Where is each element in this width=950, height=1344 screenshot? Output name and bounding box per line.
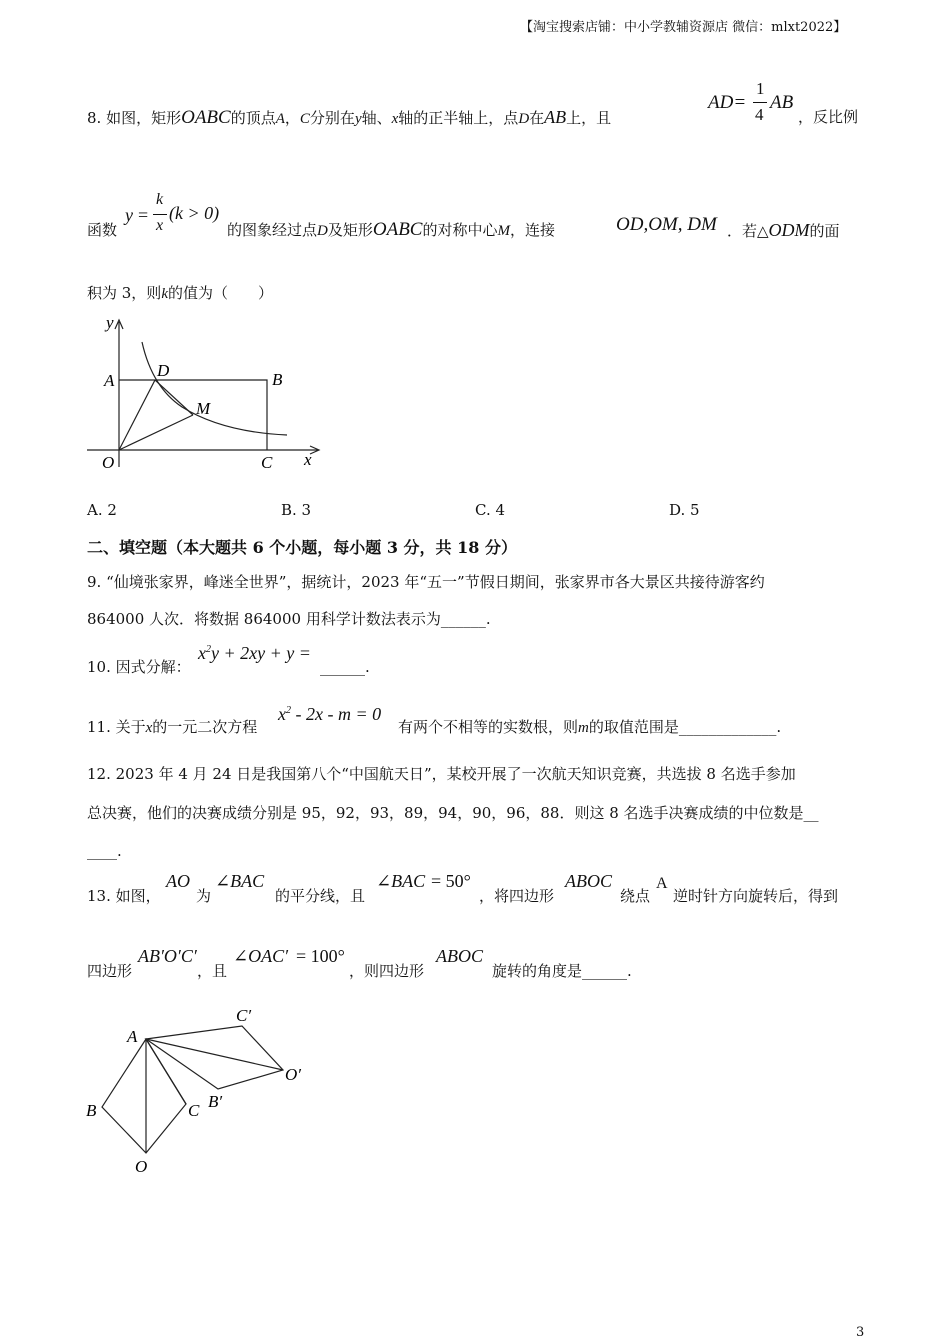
text: 的取值范围是_____________.: [588, 718, 782, 736]
option-d: D. 5: [669, 501, 700, 519]
math-OABC: OABC: [372, 219, 423, 240]
label-B: B: [272, 370, 283, 389]
label-O-prime: O′: [285, 1065, 301, 1084]
q8-line2-end: [727, 220, 840, 241]
q13-figure: [82, 1000, 322, 1180]
text: ．若△: [727, 222, 769, 240]
page-number: 3: [856, 1325, 865, 1340]
text: 的值为（ ）: [167, 284, 273, 302]
formula-AD: [708, 92, 746, 114]
page-header: 【淘宝搜索店铺：中小学教辅资源店 微信：mlxt2022】: [520, 20, 847, 35]
label-C-prime: C′: [236, 1006, 252, 1025]
q13-h: ，且: [197, 962, 228, 980]
math-angOAC: ∠OAC′: [233, 946, 289, 966]
math-x: x: [278, 704, 286, 724]
segment-OM: [119, 415, 193, 450]
q8-figure: [82, 312, 332, 477]
q12-line1: 12. 2023 年 4 月 24 日是我国第八个“中国航天日”，某校开展了一次航天知识竞赛，共选拔 8 名选手参加: [87, 765, 796, 783]
math-AO: AO: [166, 871, 190, 891]
label-A: A: [127, 1027, 138, 1046]
q11-eq: [278, 704, 381, 725]
math-ABOC3: ABOC: [436, 946, 483, 966]
q13-b: 为: [196, 887, 212, 905]
label-O: O: [102, 453, 115, 472]
math-rest: - 2x - m = 0: [291, 704, 382, 724]
fraction-den: 4: [755, 105, 764, 124]
q12-line3: ____.: [87, 842, 122, 860]
text: 的面: [809, 222, 840, 240]
label-B: B: [86, 1101, 97, 1120]
q8-line3: [87, 283, 273, 304]
q13-i: ，则四边形: [349, 962, 425, 980]
math-ABOC: ABOC: [565, 871, 612, 891]
text: 的一元二次方程: [152, 718, 258, 736]
q12-line2: 总决赛，他们的决赛成绩分别是 95，92，93，89，94，90，96，88．则这 8 名选手决赛成绩的中位数是__: [87, 804, 819, 822]
math-AD: AD: [708, 92, 734, 113]
text: 上，且: [566, 109, 612, 127]
option-b: B. 3: [281, 501, 312, 519]
label-y: y: [106, 313, 114, 332]
math-OABC: OABC: [181, 107, 231, 128]
math-sup: 2: [206, 644, 211, 655]
text: 8. 如图，矩形: [87, 109, 182, 127]
q13-g: 四边形: [87, 962, 133, 980]
segment-OD: [119, 380, 155, 450]
math-y-fn: y: [125, 205, 133, 225]
fn-bar: [153, 214, 167, 215]
text: 积为 3，则: [87, 284, 162, 302]
quad-AB'O'C': [146, 1026, 283, 1089]
fn-num: k: [156, 191, 164, 208]
math-A: A: [275, 111, 285, 127]
q13-j: 旋转的角度是______.: [492, 962, 632, 980]
q8-line2: [227, 220, 555, 241]
q13-f: 逆时针方向旋转后，得到: [673, 887, 839, 905]
math-AB-2: AB: [770, 92, 794, 113]
q8-line1-end: ，反比例: [798, 108, 859, 126]
math-segs: OD,OM, DM: [616, 214, 717, 235]
math-ABOC2: AB′O′C′: [138, 946, 197, 966]
math-x: x: [198, 643, 206, 663]
math-angBAC2: ∠BAC: [376, 871, 426, 891]
label-x: x: [304, 450, 312, 469]
text: 轴、: [361, 109, 392, 127]
math-ODM: ODM: [768, 220, 810, 240]
math-k: k: [161, 286, 168, 302]
text: 及矩形: [327, 221, 373, 239]
q13-c: 的平分线，且: [275, 887, 366, 905]
math-x: x: [145, 720, 153, 736]
math-eq100: = 100°: [296, 946, 345, 966]
q10-expr: [198, 643, 311, 664]
q13-d: ，将四边形: [479, 887, 555, 905]
text: 的对称中心: [422, 221, 498, 239]
math-M: M: [497, 223, 510, 239]
math-rest: y + 2xy + y =: [211, 643, 311, 663]
text: ，: [284, 109, 300, 127]
text: 轴的正半轴上，点: [398, 109, 519, 127]
text: 的顶点: [230, 109, 276, 127]
label-C: C: [188, 1101, 200, 1120]
q11-a: [87, 717, 257, 738]
text: ，连接: [510, 221, 556, 239]
math-eq50: = 50°: [431, 871, 471, 891]
q11-c: [398, 717, 781, 738]
option-a: A. 2: [87, 501, 117, 519]
math-m: m: [578, 720, 589, 736]
math-D: D: [518, 111, 530, 127]
math-AB: AB: [544, 107, 567, 127]
label-A: A: [104, 371, 115, 390]
q10-label: 10. 因式分解：: [87, 658, 191, 676]
q8-func-label: 函数: [87, 221, 118, 239]
text: 有两个不相等的实数根，则: [398, 718, 579, 736]
text: 11. 关于: [87, 718, 146, 736]
math-angBAC: ∠BAC: [215, 871, 265, 891]
label-C: C: [261, 453, 273, 472]
q10-blank: ______.: [320, 658, 370, 676]
section-title: 二、填空题（本大题共 6 个小题，每小题 3 分，共 18 分）: [87, 538, 517, 557]
quad-ABOC: [102, 1039, 186, 1153]
q13-a: 13. 如图，: [87, 887, 161, 905]
math-y: y: [354, 111, 362, 127]
fn-cond: (k > 0): [169, 203, 220, 223]
math-D: D: [317, 223, 328, 239]
fn-den: x: [156, 217, 164, 234]
label-D: D: [157, 361, 170, 380]
text: 分别在: [309, 109, 355, 127]
text: 在: [529, 109, 545, 127]
text: 的图象经过点: [227, 221, 318, 239]
math-eq: =: [733, 92, 747, 113]
q8-line1: [87, 107, 611, 129]
segment-AO': [146, 1039, 283, 1070]
label-B-prime: B′: [208, 1092, 223, 1111]
option-c: C. 4: [475, 501, 506, 519]
fraction-num: 1: [756, 79, 765, 98]
label-O: O: [135, 1157, 148, 1176]
math-C: C: [299, 111, 310, 127]
math-A: A: [656, 875, 668, 892]
math-sup: 2: [286, 705, 291, 716]
math-eq-fn: =: [138, 205, 149, 225]
fraction-bar: [753, 102, 767, 103]
q9-line1: 9. “仙境张家界，峰迷全世界”，据统计，2023 年“五一”节假日期间，张家界市各大景区共接待游客约: [87, 573, 765, 591]
q9-line2: 864000 人次．将数据 864000 用科学计数法表示为______.: [87, 610, 491, 628]
q13-e: 绕点: [620, 887, 651, 905]
label-M: M: [196, 399, 211, 418]
segment-AC: [146, 1039, 186, 1104]
math-x: x: [391, 111, 399, 127]
